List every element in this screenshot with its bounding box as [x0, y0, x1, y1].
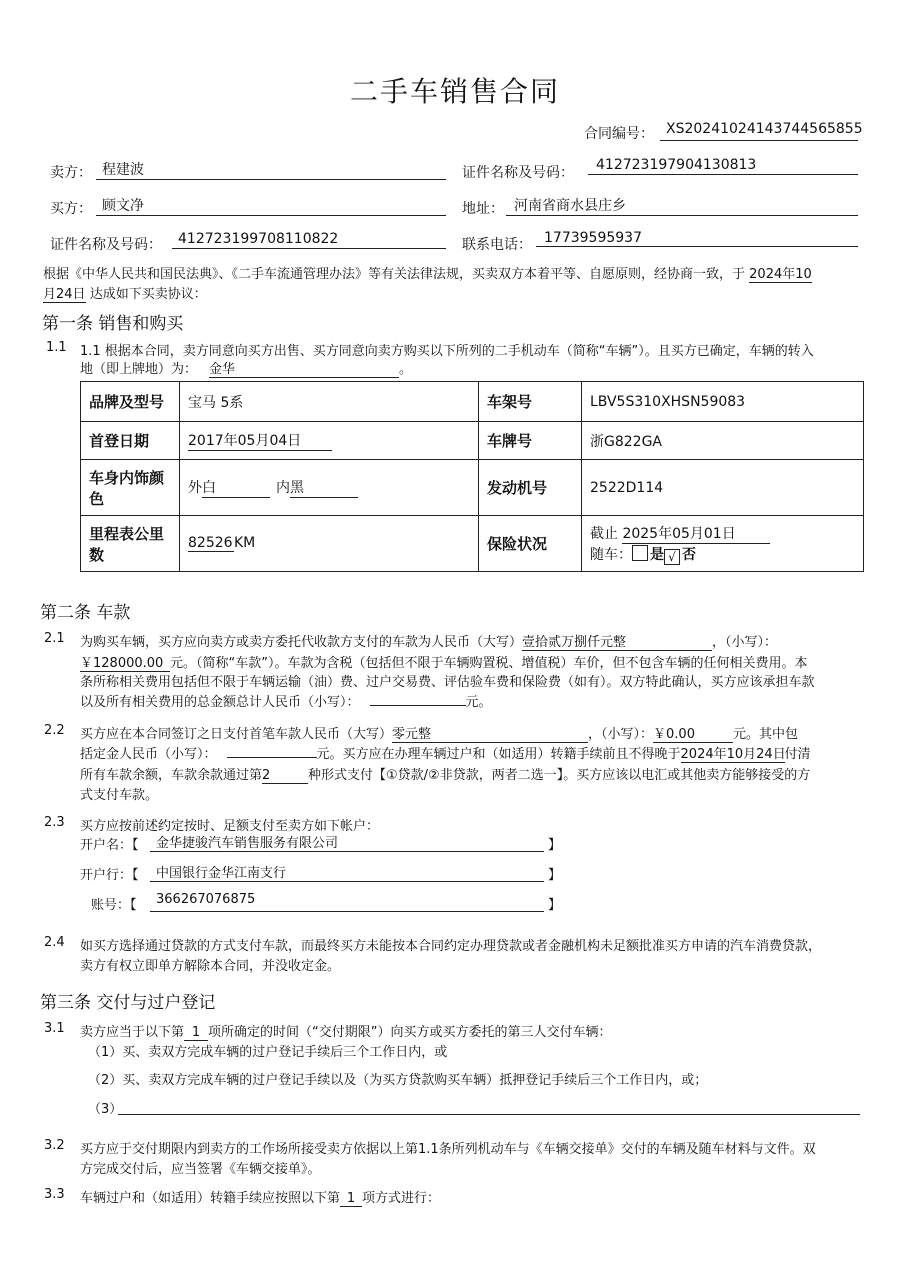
clause-1-1-line1: 1.1 根据本合同，卖方同意向买方出售、买方同意向卖方购买以下所列的二手机动车（简称“车辆”）。且买方已确定，车辆的转入 [80, 344, 814, 359]
clause-num: 2.4 [44, 935, 65, 950]
phone-value: 17739595937 [544, 230, 642, 246]
clause-2-1-line1: 为购买车辆，买方应向卖方或卖方委托代收款方支付的车款为人民币（大写）壹拾贰万捌仟元整 ，（小写）： [80, 631, 777, 651]
article-3-heading: 第三条 交付与过户登记 [40, 993, 216, 1013]
seller-label: 卖方： [50, 165, 92, 181]
clause-3-1-option2: （2）买、卖双方完成车辆的过户登记手续以及（为买方贷款购买车辆）抵押登记手续后三个工作日内，或； [88, 1073, 708, 1088]
bank-label: 开户行：【 [80, 868, 139, 883]
plate-label: 车牌号 [479, 422, 582, 460]
insurance-no-checkbox[interactable]: √ [664, 549, 680, 565]
clause-1-1-line2: 地（即上牌地）为： 金华 。 [80, 358, 412, 378]
buyer-label: 买方： [50, 201, 92, 217]
seller-id-value: 412723197904130813 [596, 157, 757, 173]
preamble-text-2: 月24日 达成如下买卖协议： [43, 283, 207, 303]
clause-num: 2.2 [44, 723, 65, 738]
clause-2-2-line4: 式支付车款。 [80, 788, 159, 803]
reg-date-label: 首登日期 [81, 422, 180, 460]
clause-num: 2.3 [44, 815, 65, 830]
color-cell: 外白 内黑 [180, 460, 479, 516]
clause-3-2-line2: 方完成交付后，应当签署《车辆交接单》。 [80, 1162, 321, 1177]
address-label: 地址： [462, 201, 504, 217]
bank-value: 中国银行金华江南支行 [156, 866, 287, 881]
clause-3-2-line1: 买方应于交付期限内到卖方的工作场所接受卖方依据以上第1.1条所列机动车与《车辆交接单》交付的车辆及随车材料与文件。双 [80, 1142, 816, 1157]
clause-2-4-line2: 卖方有权立即单方解除本合同，并没收定金。 [80, 959, 341, 974]
clause-3-1-option1: （1）买、卖双方完成车辆的过户登记手续后三个工作日内，或 [88, 1045, 448, 1060]
engine-label: 发动机号 [479, 460, 582, 516]
clause-3-1-line1: 卖方应当于以下第 1 项所确定的时间（“交付期限”）向买方或买方委托的第三人交付车辆： [80, 1025, 612, 1040]
brand-value: 宝马 5系 [180, 382, 479, 422]
insurance-label: 保险状况 [479, 516, 582, 572]
address-value: 河南省商水县庄乡 [514, 198, 626, 214]
phone-label: 联系电话： [462, 237, 532, 253]
buyer-id-label: 证件名称及号码： [50, 237, 162, 253]
clause-num: 2.1 [44, 631, 65, 646]
bracket: 】 [548, 898, 562, 913]
article-1-heading: 第一条 销售和购买 [42, 314, 184, 334]
vin-label: 车架号 [479, 382, 582, 422]
clause-2-2-line2: 括定金人民币（小写）： 元。买方应在办理车辆过户和（如适用）转籍手续前且不得晚于2024年10月24日付清 [80, 743, 811, 763]
buyer-name: 顾文净 [102, 198, 144, 214]
clause-3-3-line1: 车辆过户和（如适用）转籍手续应按照以下第 1 项方式进行： [80, 1191, 441, 1206]
clause-2-4-line1: 如买方选择通过贷款的方式支付车款，而最终买方未能按本合同约定办理贷款或者金融机构未足额批准买方申请的汽车消费贷款， [80, 939, 822, 954]
clause-num: 3.3 [44, 1187, 65, 1202]
clause-2-2-line3: 所有车款余额，车款余款通过第2 种形式支付【①贷款/②非贷款，两者二选一】。买方应该以电汇或其他卖方能够接受的方 [80, 768, 811, 783]
clause-2-1-line4: 以及所有相关费用的总金额总计人民币（小写）： 元。 [80, 695, 492, 710]
clause-2-3-line1: 买方应按前述约定按时、足额支付至卖方如下帐户： [80, 819, 380, 834]
account-name-value: 金华捷骏汽车销售服务有限公司 [156, 836, 339, 851]
plate-value: 浙G822GA [582, 422, 864, 460]
article-2-heading: 第二条 车款 [40, 603, 131, 623]
clause-num: 3.2 [44, 1138, 65, 1153]
clause-num: 1.1 [46, 340, 67, 355]
insurance-cell: 截止 2025年05月01日 随车： 是 √ 否 [582, 516, 864, 572]
engine-value: 2522D114 [582, 460, 864, 516]
brand-label: 品牌及型号 [81, 382, 180, 422]
account-number-label: 账号：【 [91, 898, 137, 913]
buyer-id-value: 412723199708110822 [178, 231, 339, 247]
mileage-cell: 82526KM [180, 516, 479, 572]
mileage-label: 里程表公里数 [81, 516, 180, 572]
bracket: 】 [548, 868, 562, 883]
clause-3-1-option3: （3） [88, 1102, 123, 1117]
bracket: 】 [548, 838, 562, 853]
account-number-value: 366267076875 [156, 892, 256, 907]
clause-2-2-line1: 买方应在本合同签订之日支付首笔车款人民币（大写）零元整 ，（小写）：￥0.00 元。其中包 [80, 723, 798, 743]
color-label: 车身内饰颜色 [81, 460, 180, 516]
reg-date-cell: 2017年05月04日 [180, 422, 479, 460]
contract-no-label: 合同编号： [584, 126, 654, 142]
vin-value: LBV5S310XHSN59083 [582, 382, 864, 422]
contract-no-value: XS20241024143744565855 [666, 121, 863, 137]
insurance-yes-checkbox[interactable] [632, 545, 648, 561]
preamble-text: 根据《中华人民共和国民法典》、《二手车流通管理办法》等有关法律法规，买卖双方本着平等、自愿原则，经协商一致，于 2024年10 [43, 263, 812, 283]
account-name-label: 开户名：【 [80, 838, 139, 853]
clause-num: 3.1 [44, 1021, 65, 1036]
seller-id-label: 证件名称及号码： [462, 165, 574, 181]
seller-name: 程建波 [102, 162, 144, 178]
page-title: 二手车销售合同 [350, 75, 561, 108]
vehicle-table [80, 381, 864, 572]
clause-2-1-line2: ￥128000.00 元。（简称“车款”）。车款为含税（包括但不限于车辆购置税、增值税）车价，但不包含车辆的任何相关费用。本 [80, 652, 807, 672]
clause-2-1-line3: 条所称相关费用包括但不限于车辆运输（油）费、过户交易费、评估验车费和保险费（如有）。双方特此确认，买方应该承担车款 [80, 675, 815, 690]
